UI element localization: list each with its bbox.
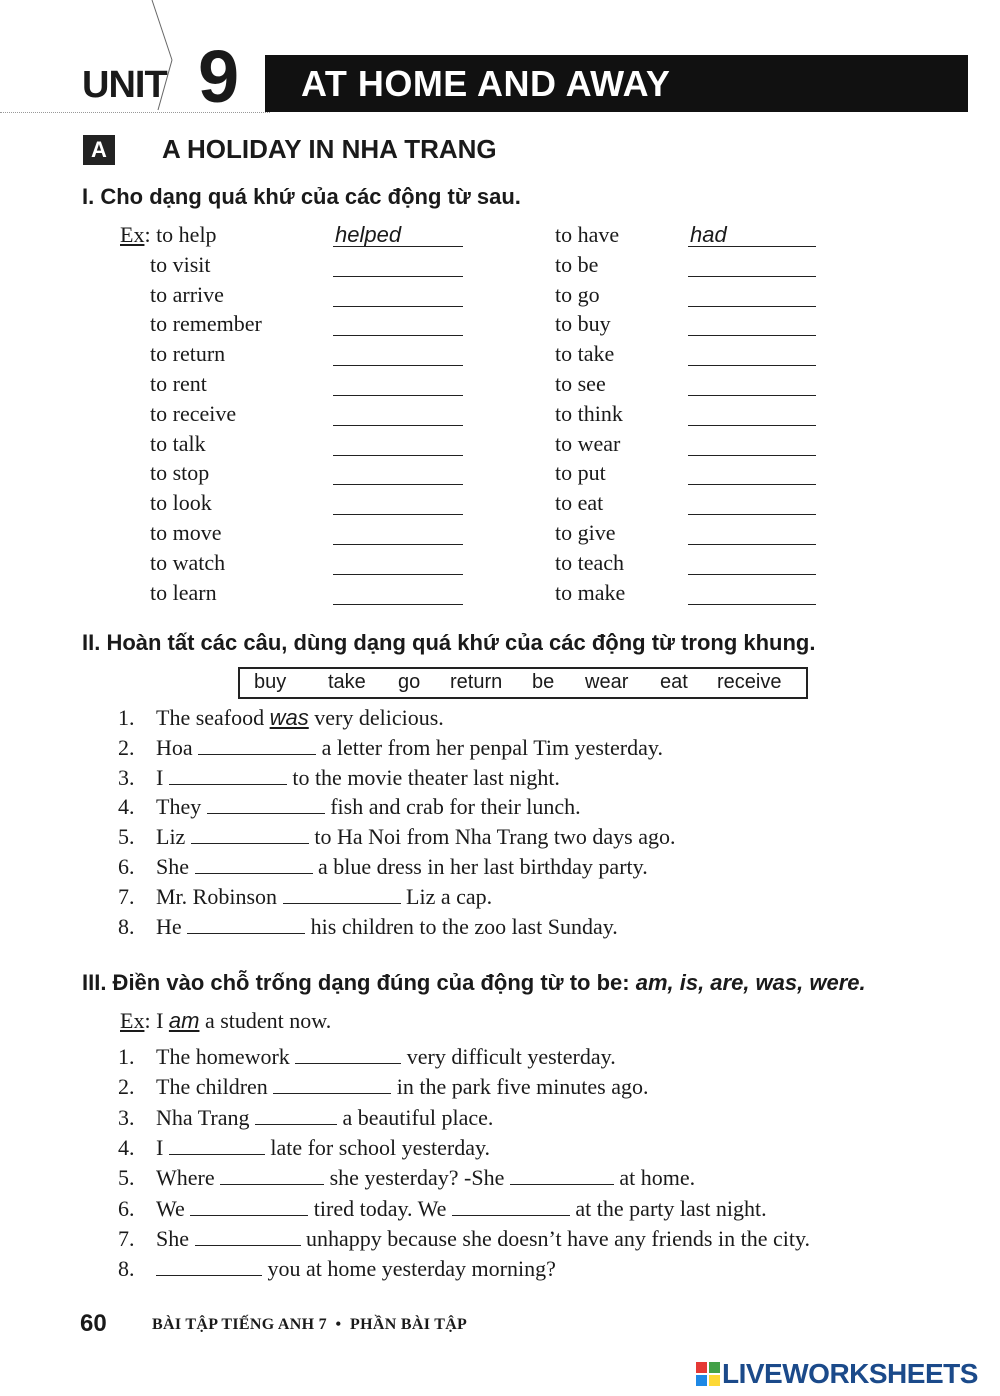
answer-blank[interactable] [207,795,325,814]
verb-left: to move [150,520,222,545]
sentence: Where she yesterday? -She at home. [156,1165,696,1191]
sentence: The seafood was very delicious. [156,705,444,730]
sentence: I to the movie theater last night. [156,764,560,790]
exercise1-heading: I. Cho dạng quá khứ của các động từ sau. [82,184,521,209]
verb-right: to eat [555,490,604,516]
example-ex: Ex [120,1008,145,1033]
sentence: Nha Trang a beautiful place. [156,1104,494,1130]
verb-left: to look [150,490,212,516]
verb-left: to visit [150,251,211,277]
verb-right: to give [555,520,616,545]
page-number: 60 [80,1310,107,1337]
answer-blank[interactable] [688,365,816,366]
verb-right: to see [555,371,606,396]
verb-right: to teach [555,549,625,575]
example-ex: Ex [120,222,145,247]
answer-blank[interactable] [333,484,463,485]
answer-blank[interactable] [333,514,463,515]
answer-blank[interactable] [333,604,463,605]
answer-blank[interactable] [273,1075,391,1094]
unit-title-bar [265,55,968,112]
item-number: 1. [118,1044,135,1069]
answer-blank [688,246,816,247]
word-box-item: be [532,671,555,693]
answer-blank[interactable] [156,1257,262,1276]
verb-left: to remember [150,311,262,337]
answer-blank[interactable] [187,915,305,934]
answer-blank[interactable] [333,544,463,545]
section-title: A HOLIDAY IN NHA TRANG [162,134,497,164]
item-number: 3. [118,1104,135,1130]
sentence: The homework very difficult yesterday. [156,1044,616,1069]
item-number: 5. [118,824,135,850]
answer-blank[interactable] [333,395,463,396]
example-answer-left: helped [335,222,402,247]
sentence: She unhappy because she doesn’t have any friends in the city. [156,1225,811,1251]
book-title: BÀI TẬP TIẾNG ANH 7 • PHẦN BÀI TẬP [152,1316,468,1333]
answer-blank[interactable] [333,365,463,366]
answer-blank[interactable] [688,455,816,456]
word-box-item: buy [254,671,287,693]
item-number: 6. [118,1195,135,1221]
item-number: 5. [118,1165,135,1191]
example-verb-right: to have [555,222,620,247]
divider [0,112,270,113]
sentence: Mr. Robinson Liz a cap. [156,883,493,909]
answer-blank[interactable] [333,574,463,575]
word-box-item: wear [585,671,629,693]
liveworksheets-text: LIVEWORKSHEETS [722,1358,978,1389]
word-box-item: return [450,671,503,693]
exercise3-heading [82,970,866,996]
answer-blank[interactable] [195,855,313,874]
answer-blank[interactable] [169,766,287,785]
verb-right: to be [555,251,599,277]
verb-right: to take [555,341,615,367]
item-number: 2. [118,1074,135,1100]
item-number: 6. [118,854,135,879]
answer-blank[interactable] [688,306,816,307]
unit-number: 9 [198,35,240,118]
answer-blank[interactable] [255,1106,337,1125]
item-number: 7. [118,1225,135,1251]
answer-blank[interactable] [295,1045,401,1064]
item-number: 3. [118,764,135,790]
word-box [238,667,808,699]
answer-blank[interactable] [191,825,309,844]
sentence: Liz to Ha Noi from Nha Trang two days ago. [156,824,676,850]
answer-blank [333,246,463,247]
verb-right: to make [555,579,626,605]
sentence: I late for school yesterday. [156,1134,491,1160]
verb-right: to go [555,281,600,307]
word-box-item: take [328,671,366,693]
verb-left: to arrive [150,281,224,307]
answer-blank[interactable] [190,1197,308,1216]
sentence: you at home yesterday morning? [156,1256,556,1282]
answer-blank[interactable] [198,736,316,755]
section-badge: A [83,135,115,165]
example-label: Ex: to help [120,222,217,247]
answer-blank[interactable] [688,395,816,396]
sentence: He his children to the zoo last Sunday. [156,913,618,939]
answer-blank[interactable] [688,604,816,605]
answer-blank[interactable] [688,574,816,575]
answer-blank[interactable] [452,1197,570,1216]
exercise2-heading: II. Hoàn tất các câu, dùng dạng quá khứ của các động từ trong khung. [82,630,816,655]
answer-blank[interactable] [220,1166,324,1185]
answer-blank[interactable] [195,1227,301,1246]
item-number: 8. [118,913,135,939]
example-answer: am [168,1008,200,1033]
exercise3-heading-options: am, is, are, was, were. [635,970,866,995]
verb-left: to rent [150,371,207,396]
unit-label: UNIT [82,64,167,106]
answer-blank[interactable] [688,276,816,277]
exercise3-heading-text: III. Điền vào chỗ trống dạng đúng của động từ to be: [82,970,630,995]
verb-left: to talk [150,430,206,456]
item-number: 7. [118,883,135,909]
answer-blank[interactable] [510,1166,614,1185]
word-box-item: receive [717,671,782,693]
verb-left: to watch [150,549,226,575]
sentence: She a blue dress in her last birthday party. [156,854,648,879]
verb-right: to think [555,400,623,426]
liveworksheets-icon [696,1362,720,1386]
answer-blank[interactable] [333,276,463,277]
verb-right: to buy [555,311,611,337]
verb-right: to wear [555,430,621,456]
item-number: 4. [118,794,135,820]
answer-blank[interactable] [333,455,463,456]
example-answer-right: had [690,222,727,247]
word-box-item: go [398,671,421,693]
answer-blank[interactable] [688,544,816,545]
answer-blank[interactable] [283,885,401,904]
liveworksheets-logo [696,1358,996,1390]
sentence: We tired today. We at the party last night. [156,1195,767,1221]
sentence: Hoa a letter from her penpal Tim yesterday. [156,734,663,760]
verb-left: to learn [150,579,217,605]
verb-left: to stop [150,460,210,486]
word-box-item: eat [660,671,688,693]
item-number: 2. [118,734,135,760]
sentence: They fish and crab for their lunch. [156,794,581,820]
answer-blank[interactable] [688,484,816,485]
item-number: 4. [118,1134,135,1160]
verb-left: to return [150,341,226,367]
answer-blank[interactable] [688,514,816,515]
answer-blank[interactable] [169,1136,265,1155]
answer-blank[interactable] [688,425,816,426]
example-sentence: Ex: I am a student now. [120,1008,332,1033]
answer-blank[interactable] [688,335,816,336]
verb-left: to receive [150,400,237,426]
unit-title: AT HOME AND AWAY [301,63,671,104]
example-answer: was [269,705,309,730]
sentence: The children in the park five minutes ago. [156,1074,649,1100]
item-number: 8. [118,1256,135,1282]
answer-blank[interactable] [333,425,463,426]
item-number: 1. [118,705,135,730]
answer-blank[interactable] [333,306,463,307]
answer-blank[interactable] [333,335,463,336]
verb-right: to put [555,460,606,486]
